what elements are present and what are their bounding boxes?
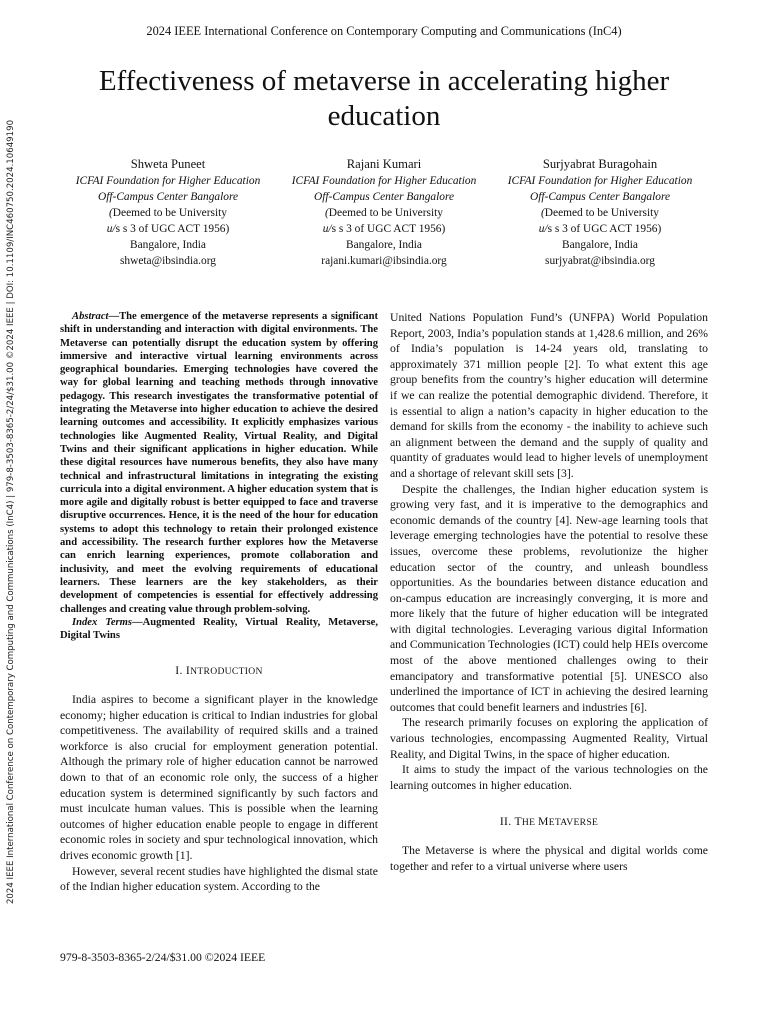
- index-terms: [60, 616, 378, 643]
- copyright-footer: 979-8-3503-8365-2/24/$31.00 ©2024 IEEE: [60, 951, 266, 964]
- author-deemed: (Deemed to be University: [109, 207, 227, 219]
- author-block: [60, 156, 708, 269]
- author-name: Surjyabrat Buragohain: [542, 157, 658, 171]
- author-2: [276, 156, 492, 269]
- author-email: surjyabrat@ibsindia.org: [545, 255, 655, 267]
- abstract-label: Abstract: [72, 311, 109, 322]
- paragraph: However, several recent studies have highlighted the dismal state of the Indian higher education system. According to the: [60, 864, 378, 894]
- author-act: u/s s 3 of UGC ACT 1956): [538, 223, 662, 235]
- author-email: rajani.kumari@ibsindia.org: [321, 255, 447, 267]
- author-org: ICFAI Foundation for Higher Education: [75, 175, 261, 187]
- author-deemed: (Deemed to be University: [325, 207, 443, 219]
- author-campus: Off-Campus Center Bangalore: [97, 191, 239, 203]
- author-act: u/s s 3 of UGC ACT 1956): [106, 223, 230, 235]
- author-name: Shweta Puneet: [130, 157, 206, 171]
- paragraph: The research primarily focuses on exploring the application of various technologies, encompassing Augmented Reality, Virtual Reality, and Digital Twins, in the space of higher education.: [390, 716, 708, 761]
- author-city: Bangalore, India: [562, 239, 638, 251]
- side-note-text: 2024 IEEE International Conference on Contemporary Computing and Communications (InC4) | 979-8-3503-8365-2/24/$31.00 ©2024 IEEE | DOI: 10.1109/INC460750.2024.10649190: [6, 119, 16, 905]
- author-org: ICFAI Foundation for Higher Education: [507, 175, 693, 187]
- conference-header: 2024 IEEE International Conference on Contemporary Computing and Communications (InC4): [146, 24, 622, 38]
- right-column: [390, 310, 708, 874]
- left-column: [60, 310, 378, 895]
- author-email: shweta@ibsindia.org: [119, 255, 216, 267]
- section-heading-metaverse: II. THE METAVERSE: [499, 815, 599, 829]
- side-doi-note: [4, 0, 18, 1024]
- index-terms-label: Index Terms: [72, 616, 133, 628]
- author-deemed: (Deemed to be University: [541, 207, 659, 219]
- index-terms-text: —Augmented Reality, Virtual Reality, Metaverse, Digital Twins: [60, 616, 378, 642]
- paragraph: India aspires to become a significant player in the knowledge economy; higher education is critical to Indian industries for global competitiveness. The availability of required skills and a trained workforce is also crucial for employment generation potential. Although the primary role of higher education cannot be narrowed down to that of an economic role only, the success of a higher education system is determined significantly by such factors and must inculcate human values. This is possible when the learning outcomes of higher education enable people to engage in different economic roles in society and spur technological innovation, which drives economic growth [1].: [60, 693, 378, 862]
- author-3: [492, 156, 708, 269]
- author-campus: Off-Campus Center Bangalore: [529, 191, 671, 203]
- author-name: Rajani Kumari: [346, 157, 422, 171]
- author-campus: Off-Campus Center Bangalore: [313, 191, 455, 203]
- paragraph: United Nations Population Fund’s (UNFPA) World Population Report, 2003, India’s population stands at 1,428.6 million, and 26% of India’s population is 14-24 years old, translating to approximately 371 million people [2]. To what extent this age group benefits from the country’s higher education will determine if we can realize the potential demographic dividend. Therefore, it is essential to align a nation’s capacity in higher education to the demand for skills from the economy - the inability to achieve such an alignment between the demand and the supply of quality and quantity of graduates would lead to higher levels of unemployment and a shortage of relevant skill sets [3].: [390, 311, 708, 480]
- author-city: Bangalore, India: [130, 239, 206, 251]
- paragraph: The Metaverse is where the physical and digital worlds come together and refer to a virtual universe where users: [390, 844, 708, 873]
- abstract: [60, 310, 378, 616]
- author-org: ICFAI Foundation for Higher Education: [291, 175, 477, 187]
- author-act: u/s s 3 of UGC ACT 1956): [322, 223, 446, 235]
- abstract-text: —The emergence of the metaverse represents a significant shift in understanding and interaction with digital environments. The Metaverse can potentially disrupt the education system by offering immersive and interactive virtual learning environments across geographical boundaries. Emerging technologies have covered the way for global learning and teaching methods through innovative pedagogy. This research investigates the transformative potential of integrating the Metaverse into higher education to achieve the desired learning outcomes and accessibility. It explicitly emphasizes various technologies like Augmented Reality, Virtual Reality, and Digital Twins and their significant applications in higher education. While these digital resources have numerous benefits, they also have many technical and infrastructural limitations in integrating the existing curricula into a digital environment. A higher education system that is more agile and digitally robust is better equipped to face and traverse disruptive occurrences. Hence, it is the need of the hour for education systems to adopt this technology to retain their prolonged existence and accessibility. The research further explores how the Metaverse can enrich learning experiences, promote collaboration and inclusivity, and meet the evolving requirements of educational learners. These learners are the key stakeholders, as their development of competencies is essential for effectively addressing challenges and creating value through problem-solving.: [60, 311, 378, 615]
- author-1: [60, 156, 276, 269]
- paragraph: It aims to study the impact of the various technologies on the learning outcomes in higher education.: [390, 763, 708, 792]
- author-city: Bangalore, India: [346, 239, 422, 251]
- paper-title: Effectiveness of metaverse in accelerating higher education: [98, 65, 670, 132]
- paragraph: Despite the challenges, the Indian higher education system is growing very fast, and it is imperative to the demographics and economic demands of the country [4]. New-age learning tools that leverage emerging technologies have the potential to resolve these issues, overcome these problems, revolutionize the higher education sector of the country, and unleash boundless opportunities. As the boundaries between distance education and on-campus education are increasingly converging, it is more and more likely that the future of higher education will be integrated with digital technologies. Leveraging various digital Information and Communication Technologies (ICT) could help HEIs overcome most of the above mentioned challenges owing to their emancipatory and transformative potential [5]. UNESCO also underlined the importance of ICT in achieving the desired learning outcomes that could benefit learners and industries [6].: [390, 482, 708, 714]
- section-heading-introduction: I. INTRODUCTION: [175, 664, 263, 678]
